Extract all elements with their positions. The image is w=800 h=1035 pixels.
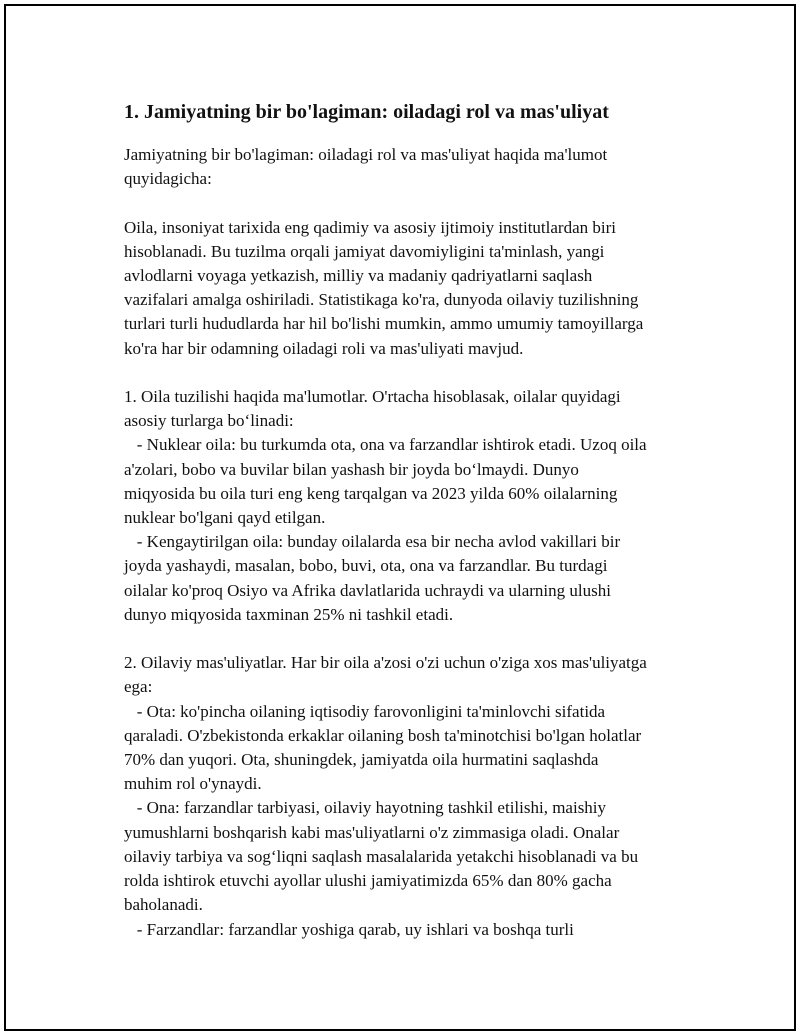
list-item-ota: - Ota: ko'pincha oilaning iqtisodiy farovonligini ta'minlovchi sifatida qaraladi. O'zbekistonda erkaklar oilaning bosh ta'minotchisi bo'lgan holatlar 70% dan yuqori. Ota, shuningdek, jamiyatda oila hurmatini saqlashda muhim rol o'ynaydi.: [124, 701, 642, 794]
page-frame: [4, 4, 796, 1031]
section-1-heading-paragraph: 1. Oila tuzilishi haqida ma'lumotlar. O'rtacha hisoblasak, oilalar quyidagi asosiy turlarga boʻlinadi:: [124, 387, 621, 431]
list-item-kengaytirilgan-oila: - Kengaytirilgan oila: bunday oilalarda esa bir necha avlod vakillari bir joyda yashaydi, masalan, bobo, buvi, ota, ona va farzandlar. Bu turdagi oilalar ko'proq Osiyo va Afrika davlatlarida uchraydi va ularning ulushi dunyo miqyosida taxminan 25% ni tashkil etadi.: [124, 532, 621, 624]
list-item-nuklear-oila: - Nuklear oila: bu turkumda ota, ona va farzandlar ishtirok etadi. Uzoq oila a'zolari, bobo va buvilar bilan yashash bir joyda boʻlmaydi. Dunyo miqyosida bu oila turi eng keng tarqalgan va 2023 yilda 60% oilalarning nuklear bo'lgani qayd etilgan.: [124, 435, 647, 528]
document-heading: 1. Jamiyatning bir bo'lagiman: oiladagi rol va mas'uliyat: [124, 101, 609, 123]
document-body: [124, 99, 704, 942]
list-item-ona: - Ona: farzandlar tarbiyasi, oilaviy hayotning tashkil etilishi, maishiy yumushlarni boshqarish kabi mas'uliyatlarni o'z zimmasiga oladi. Onalar oilaviy tarbiya va sogʻliqni saqlash masalalarida yetakchi hisoblanadi va bu rolda ishtirok etuvchi ayollar ulushi jamiyatimizda 65% dan 80% gacha baholanadi.: [124, 798, 639, 915]
blank-line: [124, 191, 704, 215]
section-2-heading-paragraph: 2. Oilaviy mas'uliyatlar. Har bir oila a'zosi o'zi uchun o'ziga xos mas'uliyatga ega:: [124, 653, 647, 697]
list-item-farzandlar: - Farzandlar: farzandlar yoshiga qarab, uy ishlari va boshqa turli: [124, 919, 574, 939]
oila-definition-paragraph: Oila, insoniyat tarixida eng qadimiy va asosiy ijtimoiy institutlardan biri hisoblanadi. Bu tuzilma orqali jamiyat davomiyligini ta'minlash, yangi avlodlarni voyaga yetkazish, milliy va madaniy qadriyatlarni saqlash vazifalari amalga oshiriladi. Statistikaga ko'ra, dunyoda oilaviy tuzilishning turlari turli hududlarda har hil bo'lishi mumkin, ammo umumiy tamoyillarga ko'ra har bir odamning oiladagi roli va mas'uliyati mavjud.: [124, 217, 644, 358]
blank-line: [124, 627, 704, 651]
intro-paragraph: Jamiyatning bir bo'lagiman: oiladagi rol va mas'uliyat haqida ma'lumot quyidagicha:: [124, 145, 608, 189]
blank-line: [124, 361, 704, 385]
